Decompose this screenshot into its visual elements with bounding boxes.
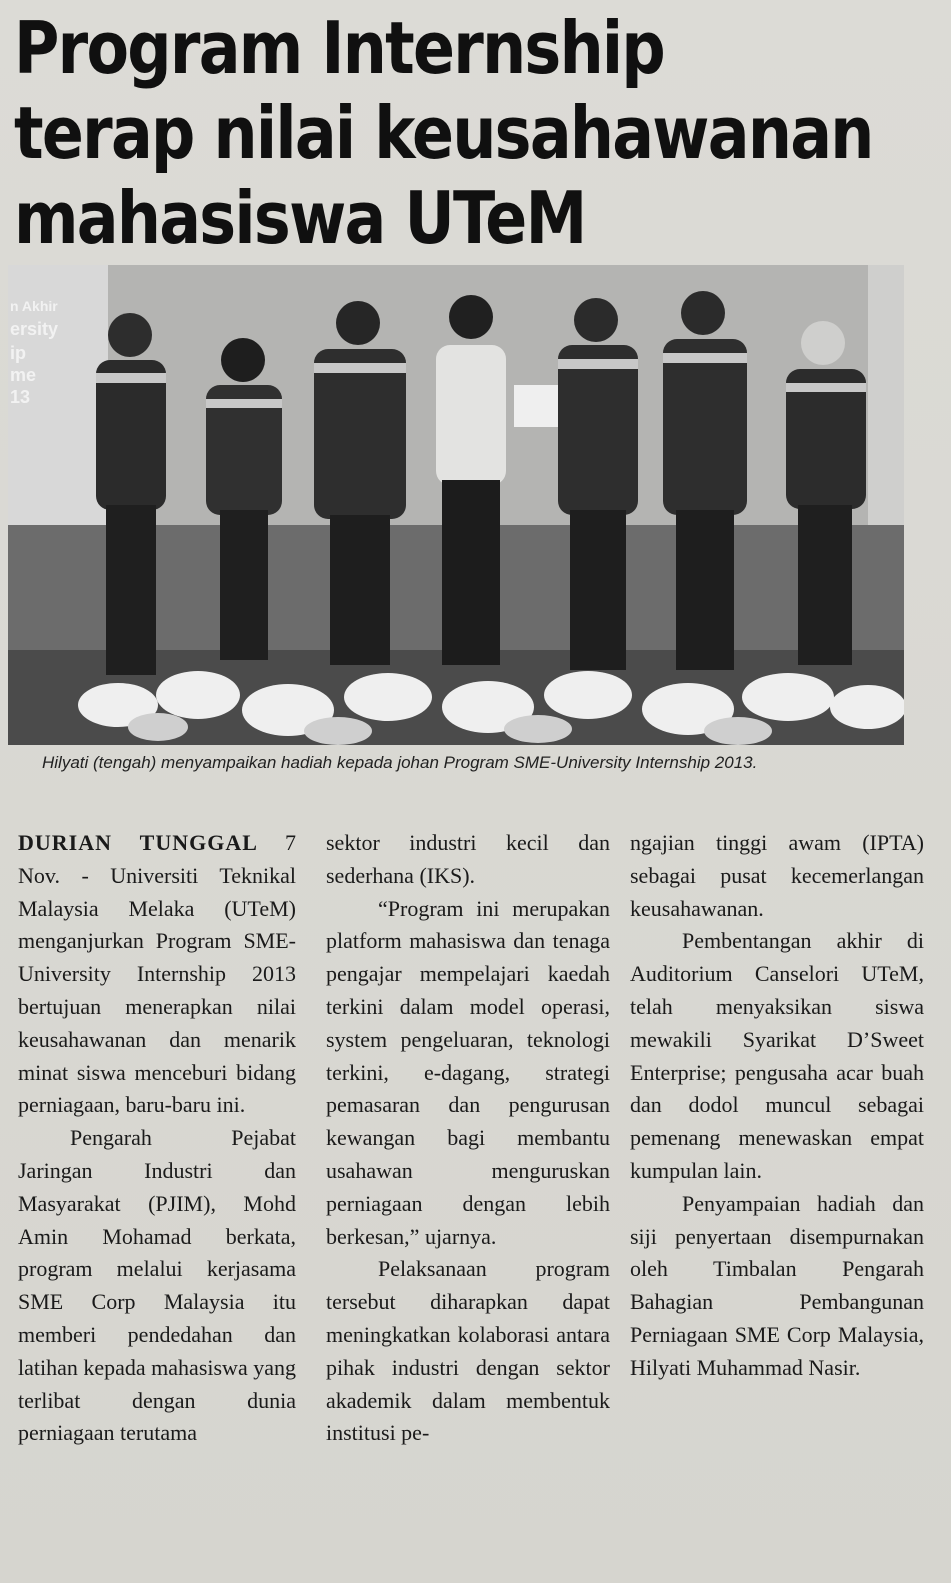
- headline-line-3: mahasiswa UTeM: [14, 176, 586, 260]
- column-3: [630, 827, 924, 1385]
- paragraph-text: 7 Nov. - Universiti Teknikal Malaysia Melaka (UTeM) menganjurkan Program SME-University Internship 2013 bertujuan menerapkan nilai keusahawanan dan menarik minat siswa menceburi bidang perniagaan, baru-baru ini.: [18, 830, 296, 1118]
- svg-text:13: 13: [10, 387, 31, 407]
- paragraph: Pengarah Pejabat Jaringan Industri dan Masyarakat (PJIM), Mohd Amin Mohamad berkata, program melalui kerjasama SME Corp Malaysia itu memberi pendedahan dan latihan kepada mahasiswa yang terlibat dengan dunia perniagaan terutama: [18, 1125, 296, 1446]
- paragraph: Pelaksanaan program tersebut diharapkan dapat meningkatkan kolaborasi antara pihak industri dengan sektor akademik dalam membentuk institusi pe-: [326, 1256, 610, 1446]
- svg-text:ip: ip: [10, 343, 26, 363]
- article-photo: [8, 265, 904, 745]
- paragraph: “Program ini merupakan platform mahasiswa dan tenaga pengajar mempelajari kaedah terkini dalam model operasi, system pengeluaran, teknologi terkini, e-dagang, strategi pemasaran dan pengurusan kewangan bagi membantu usahawan menguruskan perniagaan dengan lebih berkesan,” ujarnya.: [326, 895, 610, 1249]
- headline-line-1: Program Internship: [14, 6, 665, 90]
- svg-text:me: me: [10, 365, 37, 385]
- article-headline: [14, 6, 873, 261]
- svg-text:n Akhir: n Akhir: [10, 298, 58, 314]
- headline-line-2: terap nilai keusahawanan: [14, 91, 873, 175]
- column-2: [326, 827, 610, 1450]
- paragraph: ngajian tinggi awam (IPTA) sebagai pusat kecemerlangan keusahawanan.: [630, 830, 924, 921]
- article-body: [18, 827, 928, 1567]
- photo-caption: Hilyati (tengah) menyampaikan hadiah kepada johan Program SME-University Internship 2013.: [42, 753, 758, 772]
- paragraph: Pembentangan akhir di Auditorium Canselori UTeM, telah menyaksikan siswa mewakili Syarikat D’Sweet Enterprise; pengusaha acar buah dan dodol muncul sebagai pemenang menewaskan empat kumpulan lain.: [630, 928, 924, 1183]
- svg-text:ersity: ersity: [10, 319, 59, 339]
- group-photo-illustration: [8, 265, 904, 745]
- column-1: [18, 827, 296, 1450]
- dateline: DURIAN TUNGGAL: [18, 830, 258, 855]
- paragraph: Penyampaian hadiah dan siji penyertaan disempurnakan oleh Timbalan Pengarah Bahagian Pembangunan Perniagaan SME Corp Malaysia, Hilyati Muhammad Nasir.: [630, 1190, 924, 1380]
- paragraph: sektor industri kecil dan sederhana (IKS).: [326, 830, 610, 888]
- paragraph: [18, 827, 296, 1122]
